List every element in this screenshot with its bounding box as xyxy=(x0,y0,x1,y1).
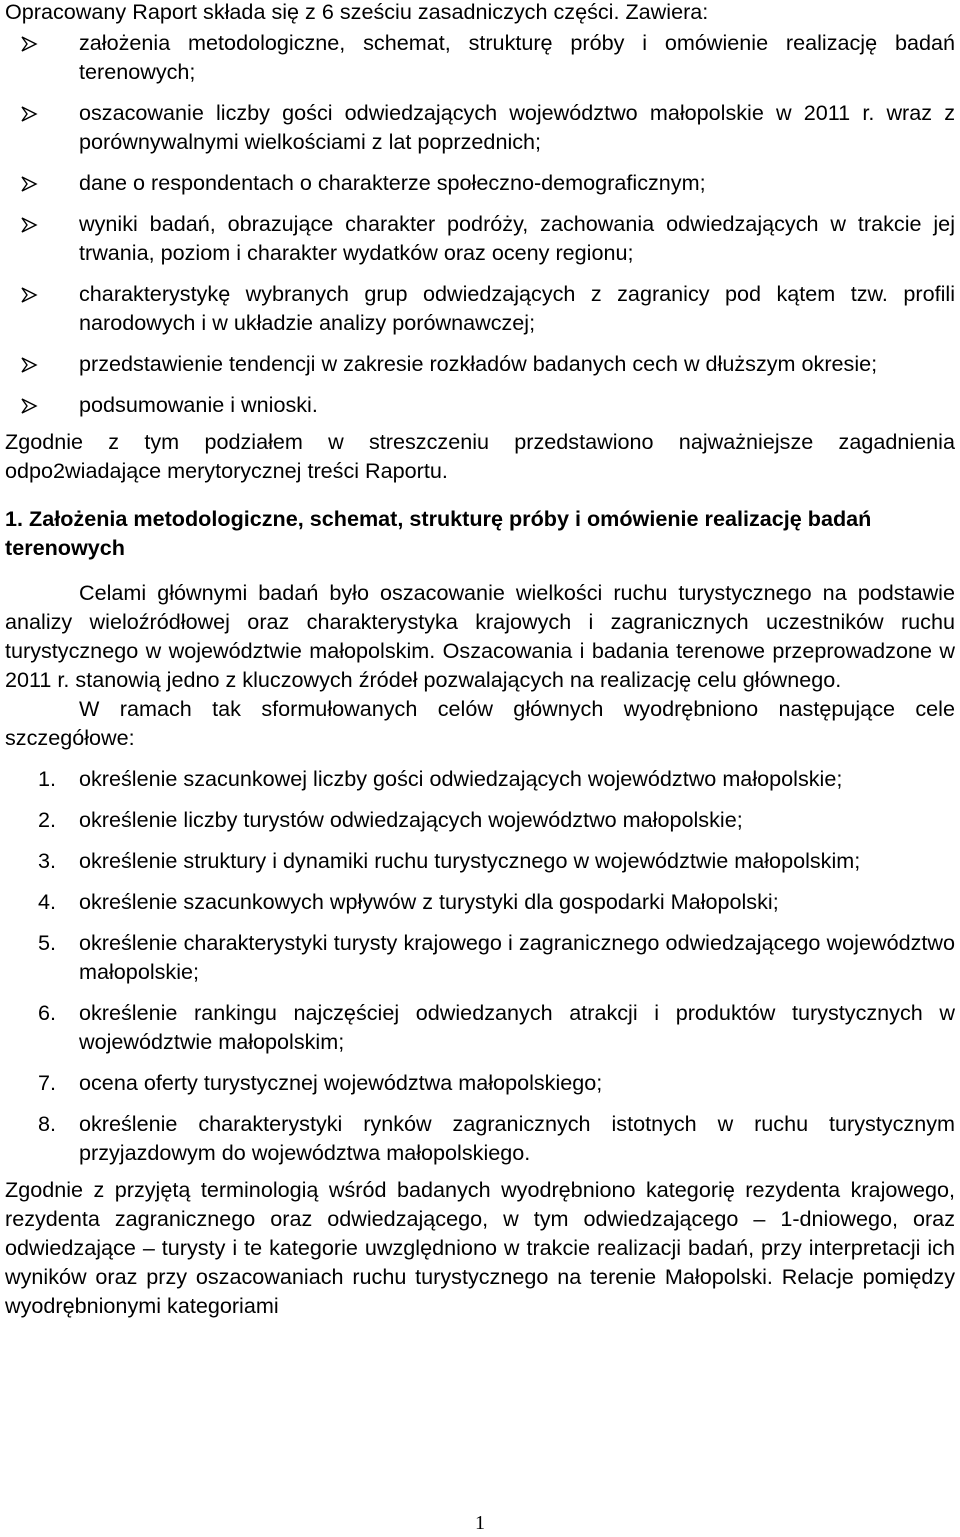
objectives-list xyxy=(5,764,955,1167)
objective-text: określenie rankingu najczęściej odwiedzanych atrakcji i produktów turystycznych w województwie małopolskim; xyxy=(79,1000,955,1054)
objective-text: określenie charakterystyki rynków zagranicznych istotnych w ruchu turystycznym przyjazdowym do województwa małopolskiego. xyxy=(79,1111,955,1165)
objective-number: 1. xyxy=(38,766,57,791)
objective-item xyxy=(5,1068,955,1097)
arrowhead-bullet-icon xyxy=(20,35,38,53)
objective-number: 5. xyxy=(38,930,57,955)
contents-bullet-list xyxy=(5,28,955,419)
bullet-text: dane o respondentach o charakterze społeczno-demograficznym; xyxy=(79,170,706,195)
bullet-item xyxy=(5,349,955,378)
objective-text: określenie liczby turystów odwiedzających województwo małopolskie; xyxy=(79,807,743,832)
objective-item xyxy=(5,928,955,986)
page-number: 1 xyxy=(475,1512,485,1534)
summary-paragraph: Zgodnie z tym podziałem w streszczeniu przedstawiono najważniejsze zagadnienia odpo2wiadające merytorycznej treści Raportu. xyxy=(5,429,955,483)
objectives-intro-paragraph: W ramach tak sformułowanych celów głównych wyodrębniono następujące cele szczegółowe: xyxy=(5,696,955,750)
arrowhead-bullet-icon xyxy=(20,175,38,193)
objective-text: określenie szacunkowej liczby gości odwiedzających województwo małopolskie; xyxy=(79,766,843,791)
objective-item xyxy=(5,1109,955,1167)
objective-number: 8. xyxy=(38,1111,57,1136)
bullet-text: przedstawienie tendencji w zakresie rozkładów badanych cech w dłuższym okresie; xyxy=(79,351,878,376)
section-heading: 1. Założenia metodologiczne, schemat, strukturę próby i omówienie realizację badań terenowych xyxy=(5,506,872,560)
arrowhead-bullet-icon xyxy=(20,286,38,304)
objective-number: 3. xyxy=(38,848,57,873)
document-body xyxy=(5,0,955,1320)
goals-paragraph: Celami głównymi badań było oszacowanie wielkości ruchu turystycznego na podstawie analizy wieloźródłowej oraz charakterystyka krajowych i zagranicznych uczestników ruchu turystycznego w województwie małopolskim. Oszacowania i badania terenowe przeprowadzone w 2011 r. stanowią jedno z kluczowych źródeł pozwalających na realizację celu głównego. xyxy=(5,580,955,692)
intro-text: Opracowany Raport składa się z 6 sześciu zasadniczych części. Zawiera: xyxy=(5,0,709,24)
bullet-item xyxy=(5,168,955,197)
bullet-item xyxy=(5,390,955,419)
arrowhead-bullet-icon xyxy=(20,356,38,374)
objective-text: określenie szacunkowych wpływów z turystyki dla gospodarki Małopolski; xyxy=(79,889,779,914)
objective-item xyxy=(5,998,955,1056)
bullet-item xyxy=(5,28,955,86)
bullet-text: podsumowanie i wnioski. xyxy=(79,392,318,417)
objective-text: ocena oferty turystycznej województwa małopolskiego; xyxy=(79,1070,603,1095)
objective-text: określenie struktury i dynamiki ruchu turystycznego w województwie małopolskim; xyxy=(79,848,861,873)
arrowhead-bullet-icon xyxy=(20,216,38,234)
objective-item xyxy=(5,764,955,793)
bullet-text: charakterystykę wybranych grup odwiedzających z zagranicy pod kątem tzw. profili narodowych i w układzie analizy porównawczej; xyxy=(79,281,955,335)
arrowhead-bullet-icon xyxy=(20,105,38,123)
objective-item xyxy=(5,887,955,916)
objective-number: 4. xyxy=(38,889,57,914)
objective-number: 6. xyxy=(38,1000,57,1025)
terminology-paragraph: Zgodnie z przyjętą terminologią wśród badanych wyodrębniono kategorię rezydenta krajowego, rezydenta zagranicznego oraz odwiedzającego, w tym odwiedzającego – 1-dniowego, oraz odwiedzające – turysty i te kategorie uwzględniono w trakcie realizacji badań, przy interpretacji ich wyników oraz przy oszacowaniach ruchu turystycznego na terenie Małopolski. Relacje pomiędzy wyodrębnionymi kategoriami xyxy=(5,1177,955,1318)
bullet-text: wyniki badań, obrazujące charakter podróży, zachowania odwiedzających w trakcie jej trwania, poziom i charakter wydatków oraz oceny regionu; xyxy=(79,211,955,265)
objective-number: 7. xyxy=(38,1070,57,1095)
objective-item xyxy=(5,805,955,834)
bullet-item xyxy=(5,279,955,337)
objective-item xyxy=(5,846,955,875)
bullet-text: założenia metodologiczne, schemat, strukturę próby i omówienie realizację badań terenowych; xyxy=(79,30,955,84)
objective-text: określenie charakterystyki turysty krajowego i zagranicznego odwiedzającego województwo małopolskie; xyxy=(79,930,955,984)
bullet-text: oszacowanie liczby gości odwiedzających województwo małopolskie w 2011 r. wraz z porównywalnymi wielkościami z lat poprzednich; xyxy=(79,100,955,154)
bullet-item xyxy=(5,209,955,267)
objective-number: 2. xyxy=(38,807,57,832)
bullet-item xyxy=(5,98,955,156)
arrowhead-bullet-icon xyxy=(20,397,38,415)
